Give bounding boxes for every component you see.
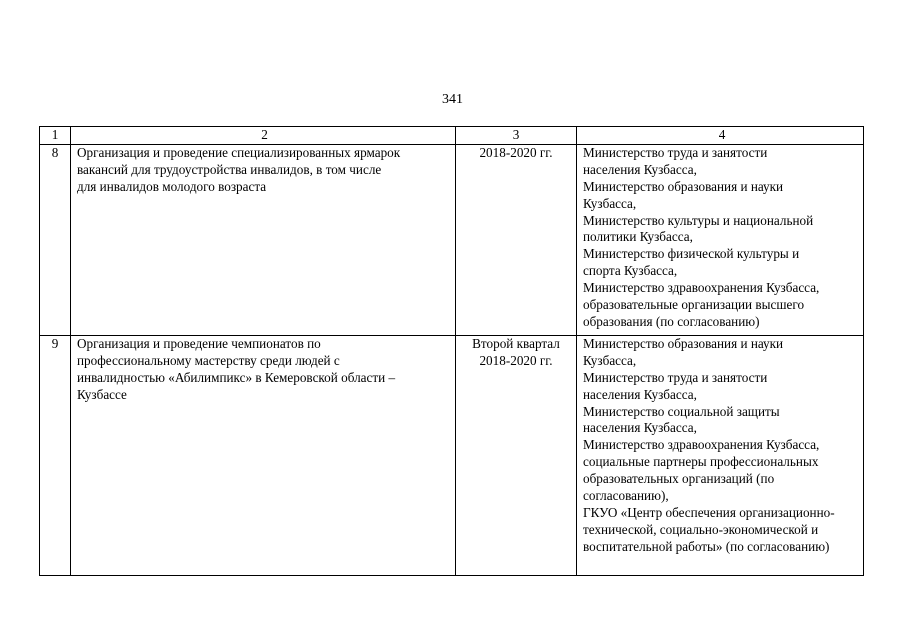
executor-line: социальные партнеры профессиональных [583, 454, 819, 470]
period-cell [456, 335, 577, 575]
period-line: Второй квартал [472, 335, 560, 351]
executor-line: технической, социально-экономической и [583, 521, 819, 537]
table-header-row [40, 127, 864, 145]
executor-line: Министерство труда и занятости [583, 369, 768, 385]
header-col-2: 2 [71, 127, 456, 145]
executor-line: Министерство физической культуры и [583, 246, 800, 262]
executor-line: населения Кузбасса, [583, 420, 697, 436]
executor-line: образовательные организации высшего [583, 297, 805, 313]
activity-line: профессиональному мастерству среди людей с [77, 352, 340, 368]
period-line: 2018-2020 гг. [479, 144, 553, 160]
header-col-1: 1 [40, 127, 71, 145]
table-row [40, 335, 864, 575]
table-row [40, 144, 864, 335]
executor-line: Кузбасса, [583, 195, 637, 211]
executor-line: образовательных организаций (по [583, 471, 775, 487]
executor-line: населения Кузбасса, [583, 386, 697, 402]
activity-line: инвалидностью «Абилимпикс» в Кемеровской области – [77, 369, 396, 385]
period-cell [456, 144, 577, 335]
executor-line: Министерство культуры и национальной [583, 212, 814, 228]
activity-line: для инвалидов молодого возраста [77, 178, 267, 194]
executor-line: Министерство образования и науки [583, 335, 784, 351]
page-number: 341 [442, 92, 463, 107]
executor-line: ГКУО «Центр обеспечения организационно- [583, 504, 835, 520]
row-number: 8 [40, 144, 71, 335]
executor-line: политики Кузбасса, [583, 229, 693, 245]
activity-line: вакансий для трудоустройства инвалидов, в том числе [77, 161, 382, 177]
executors-cell [577, 335, 864, 575]
activity-cell [71, 335, 456, 575]
period-line: 2018-2020 гг. [479, 352, 553, 368]
executor-line: Министерство труда и занятости [583, 144, 768, 160]
executors-cell [577, 144, 864, 335]
header-col-3: 3 [456, 127, 577, 145]
executor-line: согласованию), [583, 488, 669, 504]
row-number: 9 [40, 335, 71, 575]
executor-line: образования (по согласованию) [583, 313, 760, 329]
executor-line: Министерство здравоохранения Кузбасса, [583, 437, 820, 453]
activity-line: Организация и проведение специализированных ярмарок [77, 144, 401, 160]
activity-cell [71, 144, 456, 335]
executor-line: Министерство здравоохранения Кузбасса, [583, 280, 820, 296]
executor-line: Министерство социальной защиты [583, 403, 780, 419]
executor-line: спорта Кузбасса, [583, 263, 678, 279]
header-col-4: 4 [577, 127, 864, 145]
activity-line: Организация и проведение чемпионатов по [77, 335, 321, 351]
executor-line: воспитательной работы» (по согласованию) [583, 538, 830, 554]
measures-table [39, 126, 864, 576]
executor-line: населения Кузбасса, [583, 161, 697, 177]
executor-line: Кузбасса, [583, 352, 637, 368]
activity-line: Кузбассе [77, 386, 127, 402]
executor-line: Министерство образования и науки [583, 178, 784, 194]
